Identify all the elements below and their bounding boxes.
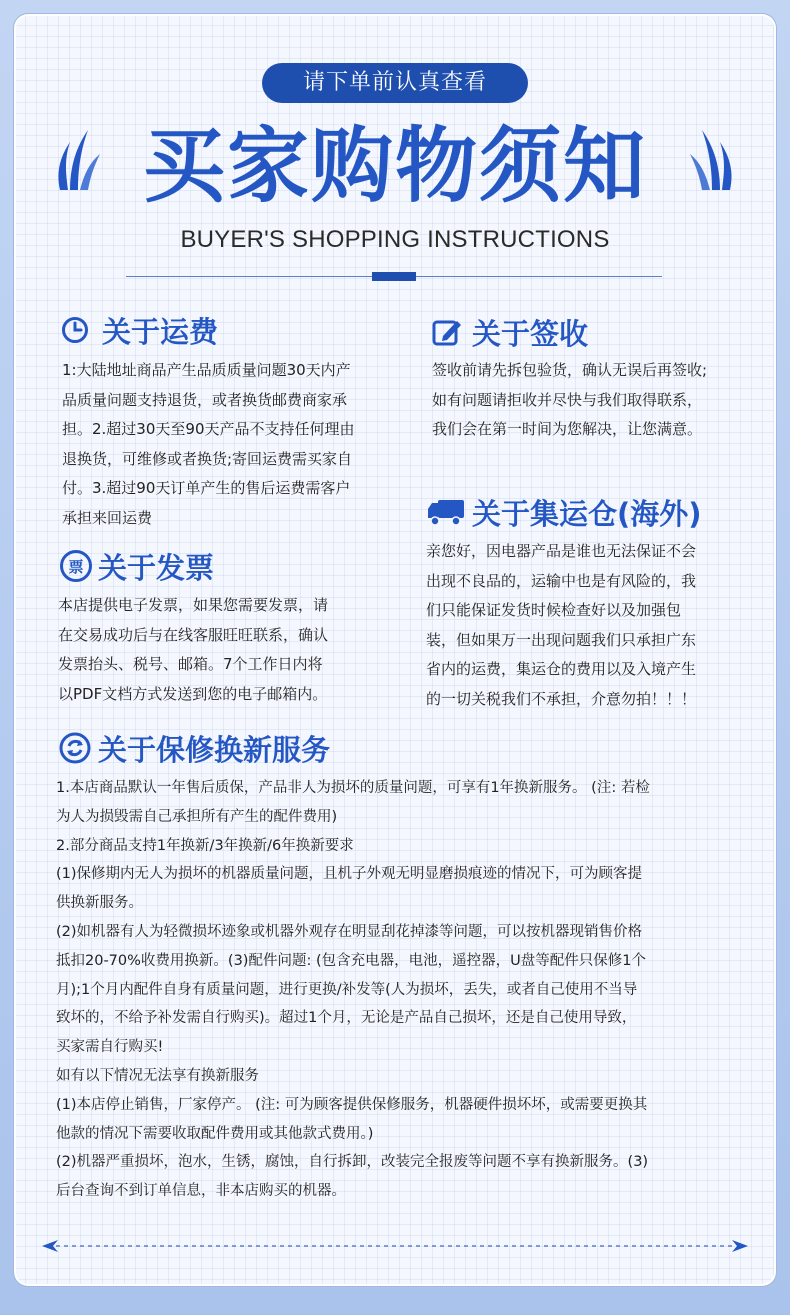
- overseas-line: 装，但如果万一出现问题我们只承担广东: [426, 630, 697, 649]
- warranty-section-heading: [58, 726, 330, 770]
- warranty-line: 月);1个月内配件自身有质量问题，进行更换/补发等(人为损坏，丢失，或者自己使用不当导: [56, 981, 638, 998]
- invoice-line: 发票抬头、税号、邮箱。7个工作日内将: [58, 655, 323, 673]
- warranty-line: (2)机器严重损坏，泡水，生锈，腐蚀，自行拆卸，改装完全报废等问题不享有换新服务。(3): [56, 1154, 649, 1171]
- invoice-badge-icon: [60, 550, 92, 582]
- overseas-line: 出现不良品的，运输中也是有风险的，我: [426, 571, 697, 590]
- receipt-heading-text: 关于签收: [472, 316, 589, 351]
- clock-icon: [60, 315, 90, 345]
- page-title: 买家购物须知: [142, 119, 647, 214]
- overseas-section-heading: [426, 490, 702, 534]
- shipping-line: 品质量问题支持退货，或者换货邮费商家承: [62, 390, 348, 409]
- overseas-line: 们只能保证发货时候检查好以及加强包: [426, 601, 682, 619]
- shipping-line: 担。2.超过30天至90天产品不支持任何理由: [62, 420, 355, 438]
- double-arrow-divider-icon: [42, 1240, 748, 1252]
- shipping-line: 付。3.超过90天订单产生的售后运费需客户: [62, 479, 351, 497]
- warranty-line: 致坏的，不给予补发需自行购买)。超过1个月，无论是产品自己损坏，还是自己使用导致，: [56, 1010, 637, 1027]
- receipt-line: 我们会在第一时间为您解决，让您满意。: [432, 420, 703, 438]
- invoice-badge-char: 票: [68, 557, 84, 576]
- grass-decoration-left-icon: [54, 122, 104, 192]
- invoice-heading-text: 关于发票: [98, 550, 215, 585]
- warranty-line: 供换新服务。: [56, 895, 143, 912]
- invoice-body: [58, 591, 398, 709]
- warranty-line: 2.部分商品支持1年换新/3年换新/6年换新要求: [56, 837, 354, 854]
- shipping-section-heading: [60, 310, 218, 350]
- overseas-line: 亲您好，因电器产品是谁也无法保证不会: [426, 542, 697, 560]
- pre-order-notice-pill: 请下单前认真查看: [262, 63, 528, 103]
- edit-icon: [430, 315, 464, 349]
- warranty-line: 为人为损毁需自己承担所有产生的配件费用): [56, 808, 338, 825]
- warranty-line: 他款的情况下需要收取配件费用或其他款式费用。): [56, 1125, 374, 1142]
- refresh-icon: [58, 731, 92, 765]
- warranty-body: [56, 774, 756, 1206]
- grass-decoration-right-icon: [686, 122, 736, 192]
- receipt-section-heading: [430, 312, 588, 352]
- warranty-line: (1)本店停止销售，厂家停产。 (注: 可为顾客提供保修服务，机器硬件损坏坏，或需要更换其: [56, 1096, 648, 1113]
- overseas-heading-text: 关于集运仓(海外): [472, 496, 702, 531]
- warranty-line: 抵扣20-70%收费用换新。(3)配件问题: (包含充电器，电池，遥控器，U盘等配件只保修1个: [56, 952, 646, 969]
- warranty-heading-text: 关于保修换新服务: [98, 732, 331, 767]
- shipping-line: 退换货，可维修或者换货;寄回运费需买家自: [62, 449, 353, 468]
- title-divider-accent: [372, 272, 416, 281]
- receipt-body: [432, 356, 752, 445]
- shipping-line: 1:大陆地址商品产生品质质量问题30天内产: [62, 361, 351, 379]
- truck-icon: [426, 496, 466, 528]
- overseas-line: 省内的运费，集运仓的费用以及入境产生: [426, 660, 697, 678]
- page-subtitle: BUYER'S SHOPPING INSTRUCTIONS: [180, 226, 610, 253]
- warranty-line: 1.本店商品默认一年售后质保，产品非人为损坏的质量问题，可享有1年换新服务。 (注: 若检: [56, 780, 650, 796]
- warranty-line: 买家需自行购买!: [56, 1039, 164, 1056]
- receipt-line: 签收前请先拆包验货，确认无误后再签收;: [432, 361, 708, 379]
- shipping-body: [62, 356, 402, 533]
- warranty-line: 后台查询不到订单信息，非本店购买的机器。: [56, 1183, 346, 1200]
- warranty-line: 如有以下情况无法享有换新服务: [56, 1067, 259, 1084]
- invoice-line: 本店提供电子发票，如果您需要发票，请: [58, 596, 329, 614]
- shipping-heading-text: 关于运费: [102, 314, 219, 349]
- receipt-line: 如有问题请拒收并尽快与我们取得联系，: [432, 390, 703, 409]
- invoice-section-heading: [60, 546, 214, 586]
- warranty-line: (2)如机器有人为轻微损坏迹象或机器外观存在明显刮花掉漆等问题，可以按机器现销售价格: [56, 923, 643, 940]
- invoice-line: 以PDF文档方式发送到您的电子邮箱内。: [58, 684, 328, 703]
- warranty-line: (1)保修期内无人为损坏的机器质量问题，且机子外观无明显磨损痕迹的情况下，可为顾客提: [56, 866, 643, 883]
- shipping-line: 承担来回运费: [62, 508, 153, 527]
- overseas-body: [426, 537, 756, 714]
- invoice-line: 在交易成功后与在线客服旺旺联系，确认: [58, 625, 329, 644]
- overseas-line: 的一切关税我们不承担，介意勿拍！！！: [426, 689, 697, 708]
